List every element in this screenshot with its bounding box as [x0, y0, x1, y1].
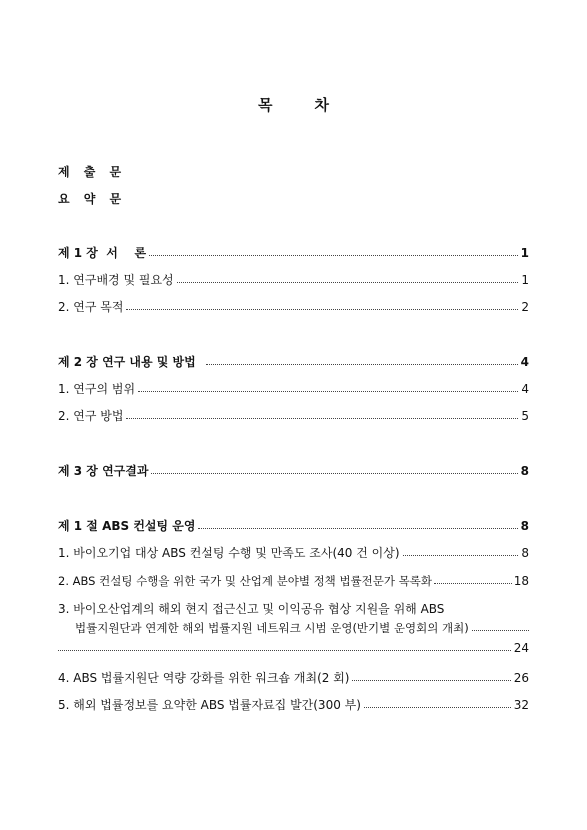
toc-entry-sec1-4[interactable] [58, 670, 529, 686]
dot-leader [352, 670, 510, 681]
dot-leader [149, 245, 518, 256]
toc-entry-sec1-1[interactable] [58, 545, 529, 561]
front-matter-summary: 요 약 문 [58, 192, 127, 206]
toc-page-number: 1 [520, 246, 529, 260]
dot-leader [434, 573, 512, 584]
toc-entry-label: 2. 연구 목적 [58, 300, 124, 314]
toc-entry-label: 4. ABS 법률지원단 역량 강화를 위한 워크숍 개최(2 회) [58, 671, 350, 685]
front-matter-submission: 제 출 문 [58, 165, 127, 179]
toc-entry-label: 1. 바이오기업 대상 ABS 컨설팅 수행 및 만족도 조사(40 건 이상) [58, 546, 400, 560]
toc-entry-sec1[interactable] [58, 518, 529, 534]
toc-entry-ch1-1[interactable] [58, 272, 529, 288]
toc-page-number: 4 [520, 355, 529, 369]
dot-leader [198, 518, 517, 529]
toc-page-number: 8 [520, 464, 529, 478]
toc-entry-label: 2. ABS 컨설팅 수행을 위한 국가 및 산업계 분야별 정책 법률전문가 목록화 [58, 574, 432, 588]
dot-leader [126, 408, 518, 419]
dot-leader [403, 545, 519, 556]
toc-entry-label: 제 1 장 서 론 [58, 246, 147, 260]
toc-entry-label-line1: 3. 바이오산업계의 해외 현지 접근신고 및 이익공유 협상 지원을 위해 ABS [58, 602, 445, 616]
toc-entry-label: 2. 연구 방법 [58, 409, 124, 423]
toc-entry-ch1-2[interactable] [58, 299, 529, 315]
toc-entry-label: 1. 연구의 범위 [58, 382, 136, 396]
toc-entry-sec1-5[interactable] [58, 697, 529, 713]
toc-page-number: 4 [521, 382, 529, 396]
toc-page-number: 1 [521, 273, 529, 287]
toc-page-number: 24 [513, 641, 529, 655]
dot-leader [206, 354, 518, 365]
toc-title-right: 차 [314, 96, 329, 114]
toc-entry-sec1-3[interactable] [58, 601, 529, 656]
toc-entry-label: 제 1 절 ABS 컨설팅 운영 [58, 519, 196, 533]
toc-page-number: 8 [521, 546, 529, 560]
toc-page-number: 26 [513, 671, 529, 685]
toc-entry-ch1[interactable] [58, 245, 529, 261]
toc-page-number: 32 [513, 698, 529, 712]
toc-page-number: 18 [513, 574, 529, 588]
toc-entry-ch2-2[interactable] [58, 408, 529, 424]
toc-entry-label-line2: 법률지원단과 연계한 해외 법률지원 네트워크 시범 운영(반기별 운영회의 개최) [75, 621, 469, 635]
toc-entry-ch2-1[interactable] [58, 381, 529, 397]
toc-title-left: 목 [258, 96, 273, 114]
dot-leader [126, 299, 518, 310]
toc-entry-label: 1. 연구배경 및 필요성 [58, 273, 174, 287]
toc-entry-label: 제 2 장 연구 내용 및 방법 [58, 355, 196, 369]
dot-leader [58, 640, 511, 651]
toc-entry-label: 5. 해외 법률정보를 요약한 ABS 법률자료집 발간(300 부) [58, 698, 361, 712]
dot-leader [472, 620, 529, 631]
toc-entry-sec1-2[interactable] [58, 573, 529, 589]
toc-page-number: 5 [521, 409, 529, 423]
dot-leader [138, 381, 518, 392]
toc-entry-ch3[interactable] [58, 463, 529, 479]
dot-leader [151, 463, 517, 474]
dot-leader [364, 697, 511, 708]
toc-entry-label: 제 3 장 연구결과 [58, 464, 149, 478]
dot-leader [177, 272, 519, 283]
toc-entry-ch2[interactable] [58, 354, 529, 370]
toc-title [0, 94, 587, 115]
toc-page-number: 8 [520, 519, 529, 533]
toc-page-number: 2 [521, 300, 529, 314]
